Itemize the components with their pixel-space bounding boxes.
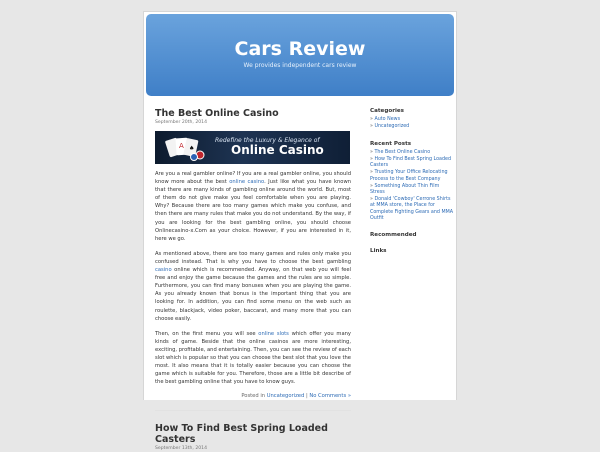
bullet-icon: » (370, 117, 373, 123)
post-title-link[interactable]: How To Find Best Spring Loaded Casters (155, 423, 328, 446)
svg-text:A: A (179, 142, 184, 150)
list-item (370, 184, 454, 196)
bullet-icon: » (370, 149, 373, 155)
categories-list (370, 117, 454, 130)
bullet-icon: » (370, 183, 373, 189)
banner-tagline: Redefine the Luxury & Elegance of (215, 137, 320, 144)
online-casino-link[interactable]: online casino (229, 179, 265, 186)
post-title-link[interactable]: The Best Online Casino (155, 108, 279, 119)
post (155, 108, 351, 400)
bullet-icon: » (370, 124, 373, 130)
recent-post-link[interactable]: Something About Thin Film Stress (370, 183, 440, 196)
recent-posts-list (370, 150, 454, 222)
recent-post-link[interactable]: How To Find Best Spring Loaded Casters (370, 157, 452, 169)
casino-link[interactable]: casino (155, 267, 172, 274)
post-date: September 13th, 2014 (155, 446, 208, 452)
online-slots-link[interactable]: online slots (258, 330, 289, 337)
meta-separator: | (304, 393, 310, 400)
recent-post-link[interactable]: Trusting Your Office Relocating Process to the Best Company (370, 170, 448, 182)
post-divider (155, 410, 351, 411)
bullet-icon: » (370, 157, 373, 163)
page-container (143, 11, 457, 452)
recent-posts-section (370, 141, 454, 222)
paragraph-text: which offer you many kinds of game. Beside that the online casinos are more interesting, exciting, profitable, and entertaining. Then, you can see the review of each slot which is popular so that you can choose the best slot that you love the most. It also means that it is totally easier because you can choose the game which is suitable for you. Therefore, those are a little bit describe of the best gambling online that you have to know guys. (155, 330, 351, 386)
post-paragraph (155, 330, 351, 387)
paragraph-text: Are you a real gambler online? If you are a real gambler online, you should know more about the best (155, 171, 351, 186)
bullet-icon: » (370, 170, 373, 176)
bullet-icon: » (370, 197, 373, 203)
categories-heading: Categories (370, 108, 404, 114)
svg-text:♠: ♠ (189, 145, 195, 152)
blog-description: We provides independent cars review (243, 62, 357, 69)
post-paragraph (155, 250, 351, 323)
list-item (370, 124, 454, 130)
casino-banner-image (155, 131, 350, 164)
paragraph-text: Then, on the first menu you will see (155, 330, 259, 337)
blog-header (146, 14, 454, 96)
sidebar (370, 108, 454, 264)
links-section (370, 248, 454, 254)
list-item (370, 150, 454, 156)
list-item (370, 117, 454, 123)
recommended-section (370, 232, 454, 238)
comments-link[interactable]: No Comments » (309, 393, 351, 400)
list-item (370, 170, 454, 182)
post-meta (155, 392, 351, 400)
category-link[interactable]: Uncategorized (266, 393, 305, 400)
list-item (370, 157, 454, 169)
post-body (155, 170, 351, 386)
categories-section (370, 108, 454, 131)
posted-in-label: Posted in (241, 393, 267, 400)
category-item-link[interactable]: Auto News (374, 117, 401, 123)
main-content (155, 108, 351, 452)
paragraph-text: online which is recommended. Anyway, on that web you will feel free and enjoy the game because the games and the rules are so simple. Furthermore, you can find many bonuses when you are playing the game. As you already known that bonus is the important thing that you are looking for. In addition, you can find some menu on the web such as roulette, blackjack, video poker, baccarat, and many more that you can choose easily. (155, 267, 351, 322)
recommended-heading: Recommended (370, 232, 417, 239)
category-item-link[interactable]: Uncategorized (374, 124, 410, 130)
paragraph-text: As mentioned above, there are too many games and rules only make you confused instead. That is why you have to choose the best gambling (155, 250, 351, 265)
post-paragraph (155, 170, 351, 243)
list-item (370, 197, 454, 222)
recent-post-link[interactable]: Donald 'Cowboy' Cerrone Shirts at MMA store, the Place for Complete Fighting Gears and MMA Outfit (370, 197, 454, 221)
recent-post-link[interactable]: The Best Online Casino (374, 149, 431, 155)
playing-cards-icon (163, 135, 207, 160)
links-heading: Links (370, 248, 387, 255)
post (155, 423, 351, 452)
recent-posts-heading: Recent Posts (370, 140, 412, 147)
post-date: September 20th, 2014 (155, 120, 208, 125)
banner-heading: Online Casino (231, 143, 324, 157)
blog-title-link[interactable]: Cars Review (234, 38, 366, 60)
paragraph-text: . Just like what you have known that there are many kinds of gambling online around the world. But, most of them do not give make you feel comfortable when you are playing. Why? Because there are too many games which make you confuse, and then there are many rules that make you do not understand. By the way, if you are looking for the best gambling online, you should choose Onlinecasino-x.Com as your choice. However, if you are interested in it, here we go. (155, 179, 351, 242)
